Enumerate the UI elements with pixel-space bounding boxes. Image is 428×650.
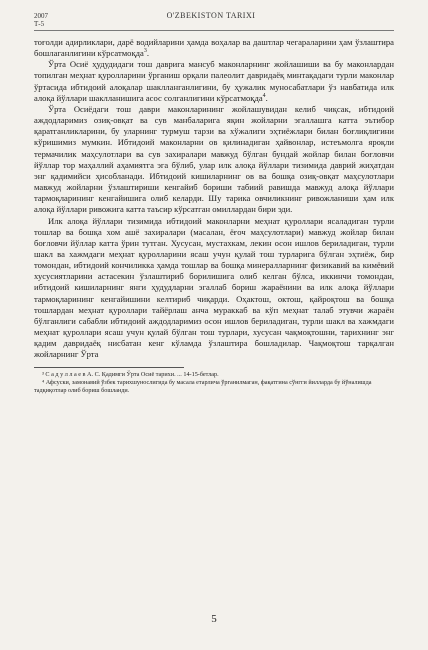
footnote-3: ³ С а д у л л а е в А. С. Қадимги Ўрта Осиё тарихи. ... 14-15-бетлар. [42,370,219,378]
paragraph-3-text: Ўрта Осиёдаги тош даври маконларининг жойлашувидан келиб чиқсак, ибтидоий аждодларимиз озиқ-овқат ва сув манбаларига яқин жойларни эгаллашга катта эътибор қаратганликларини, бу уларнинг турмуш тарзи ва хўжалиги эҳтиёжлари билан боғлиқлигини кўришимиз мумкин. Ибтидоий маконларни ов қилинадиган ҳайвонлар, истеъмолга яроқли термачилик маҳсулотлари ва сув захиралари мавжуд бўлган бундай жойлар билан боғловчи йўллар тор маҳаллий аҳамиятга эга бўлиб, улар илк алоқа йўллари тизимида даврий жиҳатдан энг қадимийси ҳисобланади. Ибтидоий кишиларнинг ов ва бошқа озиқ-овқат маҳсулотлари мавжуд жойларни ўзлаштириши кенгайиб бориши табиий равишда мавжуд алоқа йўллари тармоқларининг кенгайишига олиб келарди. Шу тарика овчиликнинг ривожланиши ҳам илк алоқа йўллари ривожига катта таъсир кўрсатган омиллардан бири эди. [34,103,394,215]
paragraph-3 [34,104,394,216]
paragraph-4 [34,216,394,361]
paragraph-4-text: Илк алоқа йўллари тизимида ибтидоий маконларни меҳнат қуроллари ясаладиган турли тошлар ва бошқа хом ашё захиралари (масалан, ёғоч маҳсулотлари) мавжуд жойлар билан боғловчи йўллар катта ўрин тутган. Хусусан, мустахкам, лекин осон ишлов бериладиган, турли шакл ва хажмдаги меҳнат қуролларини ясаш учун қулай тош турларига бўлган эҳтиёж, бир томондан, ибтидоий кончиликка ҳамда тошлар ва бошқа минералларнинг физикавий ва кимёвий хусусиятларини астасекин ўзлаштириб борилишига олиб келган бўлса, иккинчи томондан, ибтидоий кишиларнинг янги ҳудудларни эгаллаб бориш жараёнини ва илк алоқа йўллари тармоқларининг кенгайишини келтириб чиқарди. Оҳактош, октош, қайроқтош ва бошқа тошлардан меҳнат қуроллари тайёрлаш анча мураккаб ва кўп меҳнат талаб этувчи жараён бўлганлиги сабабли ибтидоий аждодларимиз осон ишлов бериладиган, турли шакл ва хажмдаги меҳнат қуроллари ясаш учун қулай бўлган тош турлари, хусусан чақмоқтошни, тарихнинг энг қадим давридаёқ нисбатан кенг кўламда ўзлаштира бошладилар. Чақмоқтош тарқалган жойларнинг Ўрта [34,215,394,360]
paragraph-2 [34,59,394,104]
header-left [34,12,48,28]
paragraph-1 [34,37,394,59]
header-year: 2007 [34,12,48,20]
footnote-ref-4: 4 [262,92,266,99]
paragraph-2-text: Ўрта Осиё ҳудудидаги тош даврига мансуб маконларнинг жойлашиши ва бу маконлардан топилган меҳнат қуролларини ўрганиш орқали палеолит давридаёқ минтақадаги турли маконлар ўртасида ибтидоий алоқалар шаклланганлигини, бу ҳужалик муносабатлари ўз навбатида илк алоқа йўллари шаклланишига асос солганлигини кўрсатмоқда [34,59,394,103]
header-rule [34,30,394,31]
body-text [34,37,394,361]
footnote-4: ⁴ Афсуски, замонавий ўзбек тарихшунослигида бу масала етарлича ўрганилмаган, фақатгина сўнгги йилларда бу йўналишда тадқиқотлар олиб бориш бошланди. [34,379,372,394]
paragraph-2-tail: . [265,92,268,103]
header-issue: Т-5 [34,20,45,28]
footnote-rule [34,367,184,368]
paragraph-1-text: тоғолди адирликлари, дарё водийларини ҳамда воҳалар ва даштлар чегараларини ҳам ўзлаштира бошлаганлигини кўрсатмоқда [34,37,394,59]
page-number: 5 [211,613,217,625]
footnotes [34,371,394,395]
footnote-ref-3: 3 [143,48,147,55]
running-header [34,12,394,28]
journal-title: O'ZBEKISTON TARIXI [166,11,256,20]
paragraph-1-tail: . [146,48,149,59]
